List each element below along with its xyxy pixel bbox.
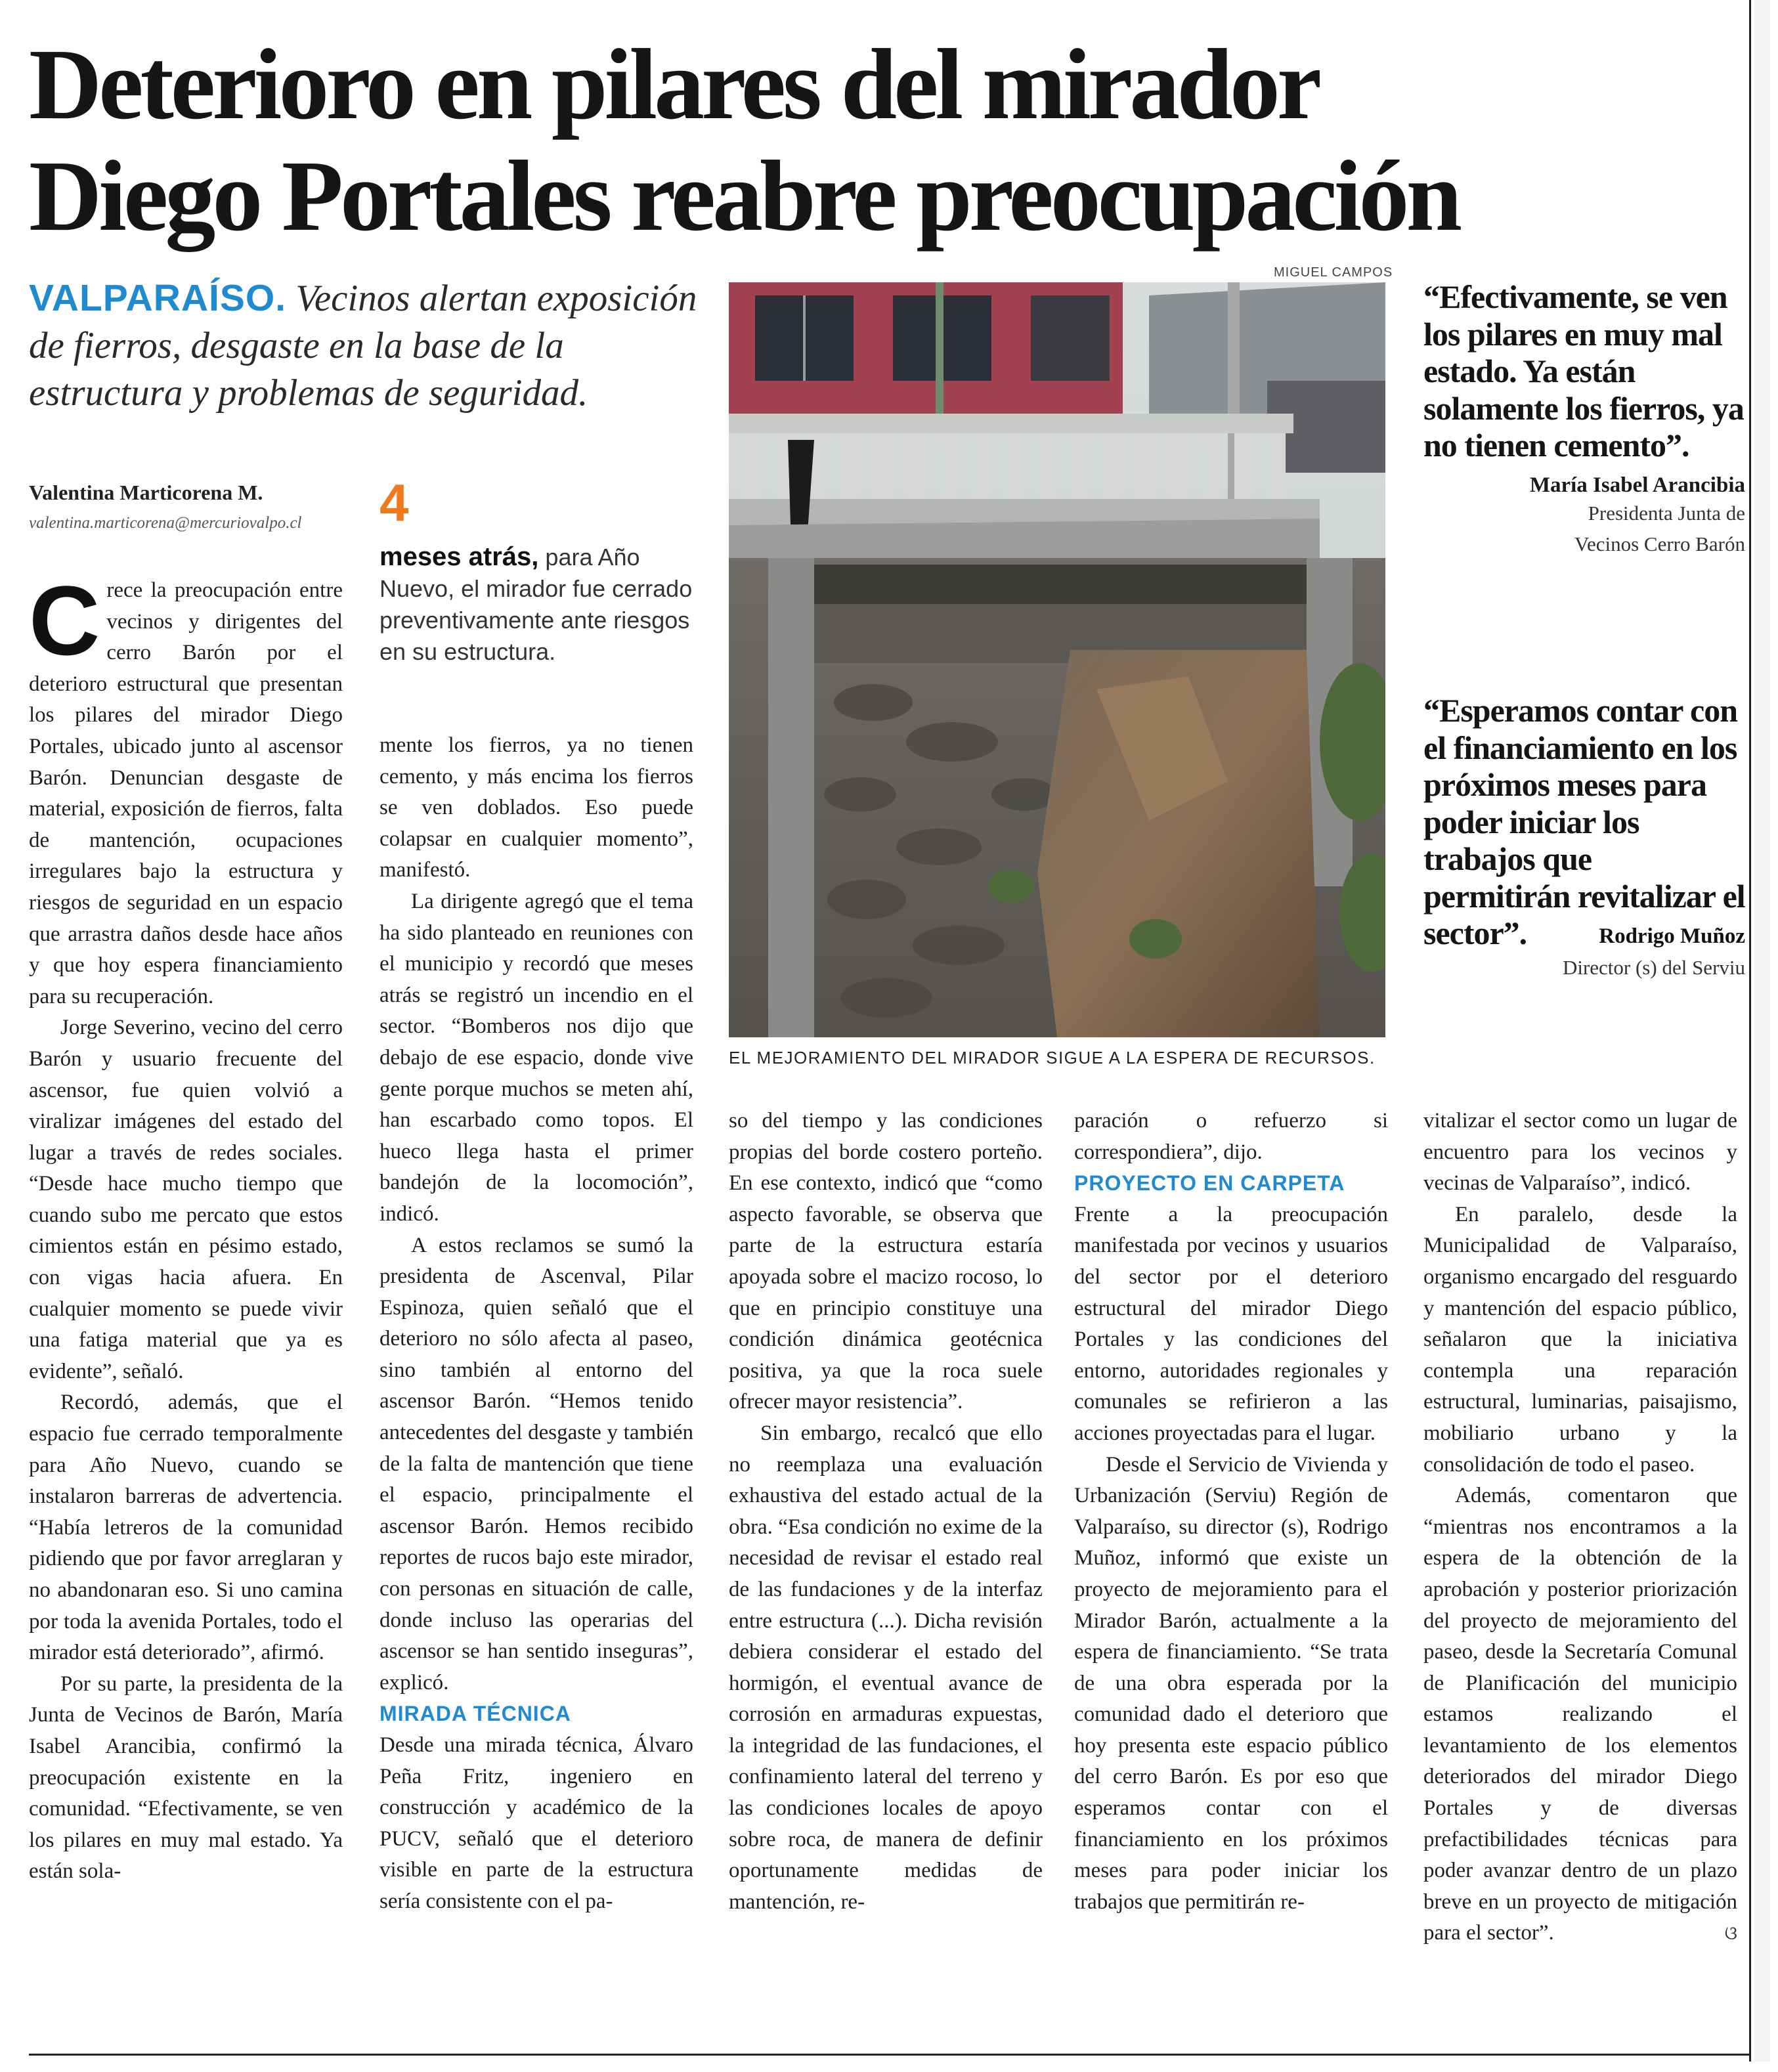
fact-number: 4 xyxy=(379,473,409,532)
quote-text: “Efectivamente, se ven los pilares en muy mal estado. Ya están solamente los fierros, ya no tienen cemento”. xyxy=(1423,278,1744,464)
paragraph: Crece la preocupación entre vecinos y dirigentes del cerro Barón por el deterioro estructural que presentan los pilares del mirador Diego Portales, ubicado junto al ascensor Barón. Denuncian desgaste de material, exposición de fierros, falta de mantención, ocupaciones irregulares bajo la estructura y riesgos de seguridad en un espacio que arrastra daños desde hace años y que hoy espera financiamiento para su recuperación. xyxy=(29,565,343,1008)
author-email[interactable]: valentina.marticorena@mercuriovalpo.cl xyxy=(29,514,302,532)
fact-bold: meses atrás, xyxy=(379,542,539,571)
paragraph: vitalizar el sector como un lugar de encuentro para los vecinos y vecinas de Valparaíso”, indicó. xyxy=(1423,1109,1737,1196)
article-column-3 xyxy=(729,1106,1043,1918)
quote-role: Director (s) del Serviu xyxy=(1562,955,1745,979)
headline xyxy=(29,29,1710,252)
bottom-rule xyxy=(29,2054,1749,2056)
photo-credit: MIGUEL CAMPOS xyxy=(1274,265,1393,280)
lead-summary xyxy=(29,274,699,417)
drop-cap: C xyxy=(29,565,100,676)
adjacent-page-edge xyxy=(1754,0,1770,2061)
mirador-photo-illustration xyxy=(729,282,1385,1037)
subhead-mirada-tecnica: MIRADA TÉCNICA xyxy=(379,1702,571,1726)
paragraph: Por su parte, la presidenta de la Junta de Vecinos de Barón, María Isabel Arancibia, confirmó la preocupación existente en la comunidad. “Efectivamente, se ven los pilares en muy mal estado. Ya están sola- xyxy=(29,1672,343,1884)
pull-quote-1 xyxy=(1423,278,1745,559)
fact-box xyxy=(379,473,695,668)
pull-quote-2 xyxy=(1423,692,1745,983)
article-column-1 xyxy=(29,565,343,1888)
lead-place: VALPARAÍSO. xyxy=(29,277,287,319)
fact-body: para Año Nuevo, el mirador fue cerrado preventivamente ante riesgos en su estructura. xyxy=(379,544,693,665)
paragraph: A estos reclamos se sumó la presidenta de Ascenval, Pilar Espinoza, quien señaló que el deterioro no sólo afecta al paseo, sino también al entorno del ascensor Barón. “Hemos tenido antecedentes del desgaste y también de la falta de mantención que tiene el espacio, principalmente el ascensor Barón. Hemos recibido reportes de rucos bajo este mirador, con personas en situación de calle, donde incluso las operarias del ascensor se han sentido inseguras”, explicó. xyxy=(379,1233,693,1694)
quote-author: Rodrigo Muñoz xyxy=(1599,924,1745,948)
quote-role: Presidenta Junta de xyxy=(1588,501,1745,525)
paragraph: Sin embargo, recalcó que ello no reemplaza una evaluación exhaustiva del estado actual de la obra. “Esa condición no exime de la necesidad de revisar el estado real de las fundaciones y de la interfaz entre estructura (...). Dicha revisión debiera considerar el estado del hormigón, el eventual avance de corrosión en armaduras expuestas, la integridad de las fundaciones, el confinamiento lateral del terreno y las condiciones locales de apoyo sobre roca, de manera de definir oportunamente medidas de mantención, re- xyxy=(729,1421,1043,1914)
end-mark-icon: ଓ xyxy=(1724,1923,1737,1944)
column-rule xyxy=(1749,0,1751,2061)
lead-text: Vecinos alertan exposición de fierros, desgaste en la base de la estructura y problemas de seguridad. xyxy=(29,278,697,414)
quote-author: María Isabel Arancibia xyxy=(1529,473,1745,497)
author-name: Valentina Marticorena M. xyxy=(29,481,263,504)
paragraph: Desde el Servicio de Vivienda y Urbanización (Serviu) Región de Valparaíso, su director (s), Rodrigo Muñoz, informó que existe un proyecto de mejoramiento para el Mirador Barón, actualmente a la espera de financiamiento. “Se trata de una obra esperada por la comunidad dado el deterioro que hoy presenta este espacio público del cerro Barón. Es por eso que esperamos contar con el financiamiento en los próximos meses para poder iniciar los trabajos que permitirán re- xyxy=(1074,1452,1388,1914)
paragraph: mente los fierros, ya no tienen cemento, y más encima los fierros se ven doblados. Eso puede colapsar en cualquier momento”, manifestó. xyxy=(379,733,693,882)
article-column-2 xyxy=(379,730,693,1918)
paragraph: La dirigente agregó que el tema ha sido planteado en reuniones con el municipio y recordó que meses atrás se registró un incendio en el sector. “Bomberos nos dijo que debajo de ese espacio, donde vive gente porque muchos se meten ahí, han escarbado como topos. El hueco llega hasta el primer bandejón de la locomoción”, indicó. xyxy=(379,889,693,1226)
byline xyxy=(29,481,357,532)
headline-line-1: Deterioro en pilares del mirador xyxy=(29,29,1319,140)
subhead-proyecto-en-carpeta: PROYECTO EN CARPETA xyxy=(1074,1171,1345,1196)
paragraph: Además, comentaron que “mientras nos encontramos a la espera de la obtención de la aprobación y posterior priorización del proyecto de mejoramiento del paseo, desde la Secretaría Comunal de Planificación del municipio estamos realizando el levantamiento de los elementos deteriorados del mirador Diego Portales y de diversas prefactibilidades técnicas para poder avanzar dentro de un plazo breve en un proyecto de mitigación para el sector”. ଓ xyxy=(1423,1480,1737,1949)
quote-role: Vecinos Cerro Barón xyxy=(1574,532,1745,555)
article-column-4 xyxy=(1074,1106,1388,1918)
paragraph: En paralelo, desde la Municipalidad de Valparaíso, organismo encargado del resguardo y mantención del espacio público, señalaron que la iniciativa contempla una reparación estructural, luminarias, paisajismo, mobiliario urbano y la consolidación de todo el paseo. xyxy=(1423,1202,1737,1477)
paragraph: Frente a la preocupación manifestada por vecinos y usuarios del sector por el deterioro estructural del mirador Diego Portales y las condiciones del entorno, autoridades regionales y comunales se refirieron a las acciones proyectadas para el lugar. xyxy=(1074,1202,1388,1445)
article-column-5 xyxy=(1423,1106,1737,1949)
paragraph: Recordó, además, que el espacio fue cerrado temporalmente para Año Nuevo, cuando se instalaron barreras de advertencia. “Había letreros de la comunidad pidiendo que por favor arreglaran y no abandonaran eso. Si uno camina por toda la avenida Portales, todo el mirador está deteriorado”, afirmó. xyxy=(29,1391,343,1665)
paragraph: so del tiempo y las condiciones propias del borde costero porteño. En ese contexto, indicó que “como aspecto favorable, se observa que parte de la estructura estaría apoyada sobre el macizo rocoso, lo que en principio constituye una condición dinámica geotécnica positiva, ya que la roca suele ofrecer mayor resistencia”. xyxy=(729,1109,1043,1414)
photo-caption: EL MEJORAMIENTO DEL MIRADOR SIGUE A LA ESPERA DE RECURSOS. xyxy=(729,1048,1376,1068)
paragraph: Jorge Severino, vecino del cerro Barón y usuario frecuente del ascensor, fue quien volvió a viralizar imágenes del estado del lugar a través de redes sociales. “Desde hace mucho tiempo que cuando subo me percato que estos cimientos están en pésimo estado, con vigas hacia afuera. En cualquier momento se puede vivir una fatiga material que ya es evidente”, señaló. xyxy=(29,1016,343,1383)
headline-line-2: Diego Portales reabre preocupación xyxy=(29,140,1460,252)
quote-text: “Esperamos contar con el financiamiento en los próximos meses para poder iniciar los trabajos que permitirán revitalizar el sector”. xyxy=(1423,692,1745,951)
article-photo xyxy=(729,282,1385,1037)
paragraph: paración o refuerzo si correspondiera”, dijo. xyxy=(1074,1109,1388,1164)
fact-text xyxy=(379,541,695,668)
paragraph: Desde una mirada técnica, Álvaro Peña Fritz, ingeniero en construcción y académico de la PUCV, señaló que el deterioro visible en parte de la estructura sería consistente con el pa- xyxy=(379,1733,693,1913)
